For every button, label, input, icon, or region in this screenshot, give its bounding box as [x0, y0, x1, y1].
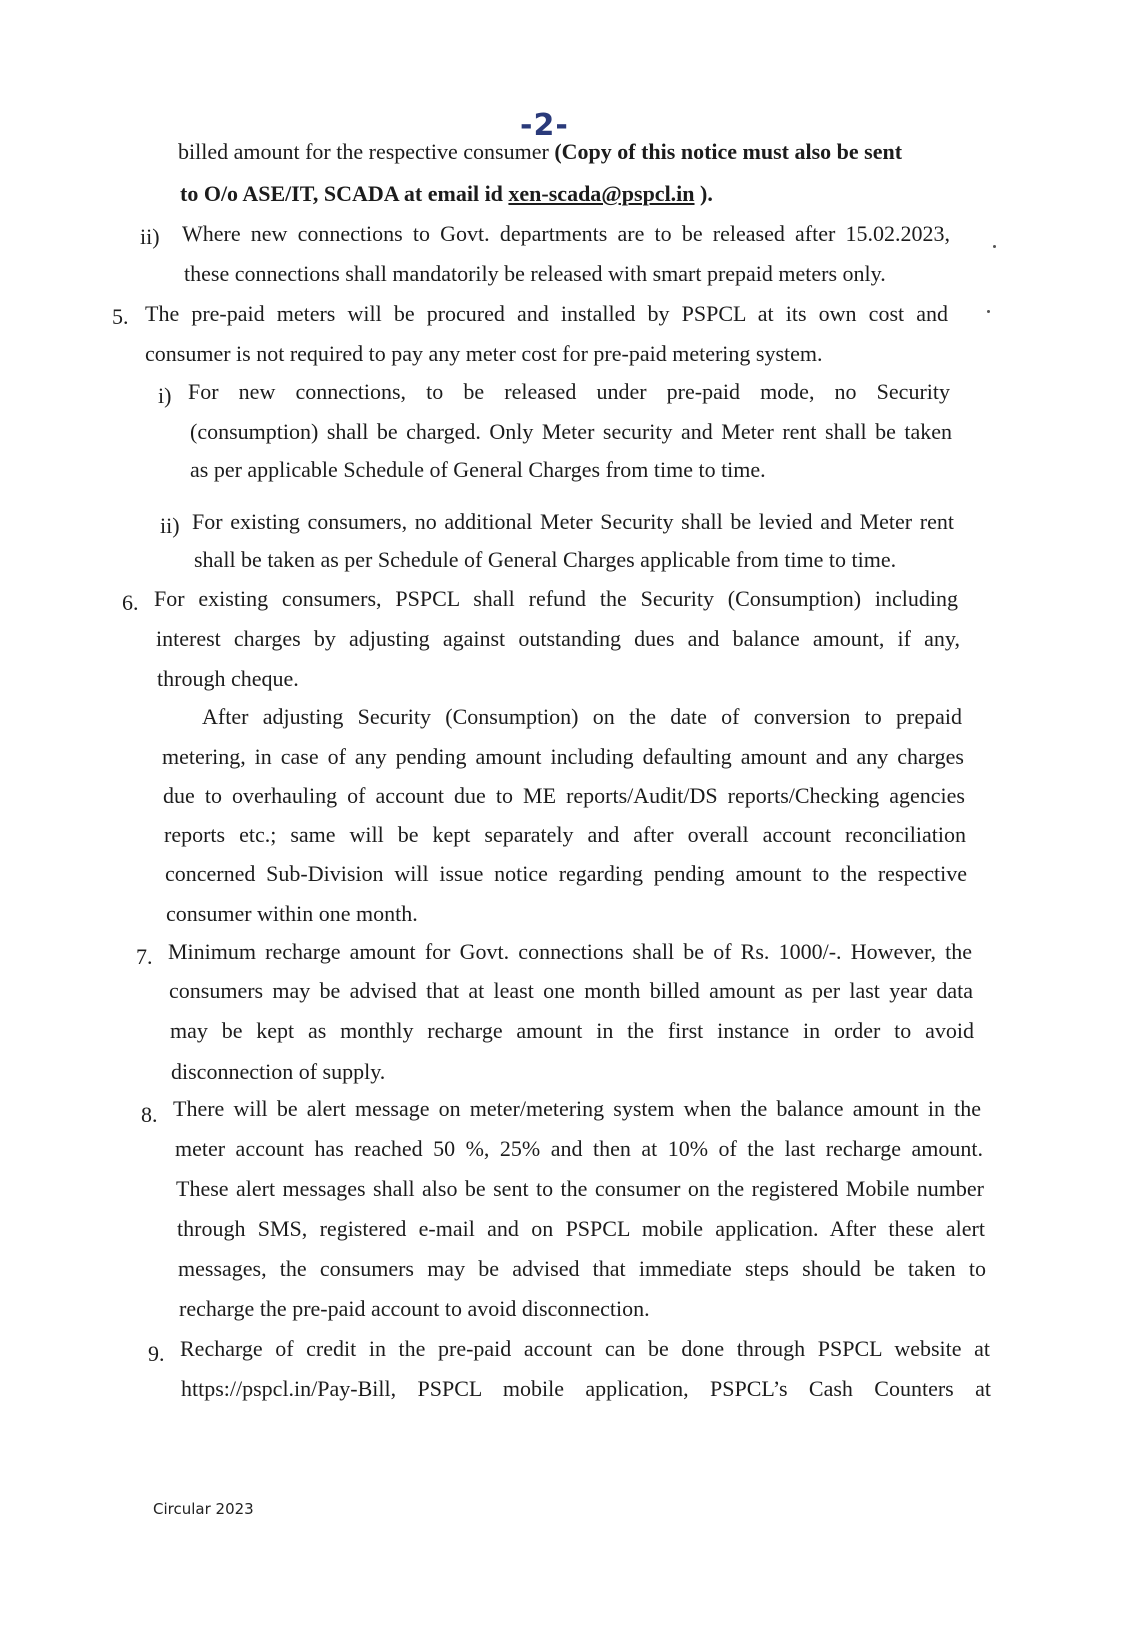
item-6-line: For existing consumers, PSPCL shall refund the Security (Consumption) including [154, 586, 958, 611]
continuation-line-2 [180, 180, 713, 208]
item-5-line: The pre-paid meters will be procured and installed by PSPCL at its own cost and [145, 301, 948, 326]
item-5i-line: For new connections, to be released under pre-paid mode, no Security [188, 379, 950, 404]
item-5ii-line: For existing consumers, no additional Meter Security shall be levied and Meter rent [192, 509, 954, 534]
item-6-line: interest charges by adjusting against outstanding dues and balance amount, if any, [156, 626, 960, 651]
scan-speck [993, 245, 996, 248]
item-8-line: These alert messages shall also be sent to the consumer on the registered Mobile number [176, 1176, 984, 1201]
footer-label: Circular 2023 [153, 1500, 254, 1518]
item-8-line: messages, the consumers may be advised that immediate steps should be taken to [178, 1256, 986, 1281]
item-4ii-marker: ii) [140, 224, 160, 249]
item-6-para-line: metering, in case of any pending amount including defaulting amount and any charges [162, 744, 964, 769]
item-5ii-line: shall be taken as per Schedule of General Charges applicable from time to time. [194, 547, 897, 572]
continuation-line-1 [178, 138, 902, 166]
continuation-text: billed amount for the respective consumer [178, 139, 555, 164]
item-8-marker: 8. [141, 1102, 158, 1127]
scan-speck [987, 310, 990, 313]
item-6-marker: 6. [122, 590, 139, 615]
item-7-line: Minimum recharge amount for Govt. connections shall be of Rs. 1000/-. However, the [168, 939, 972, 964]
item-6-para-line: consumer within one month. [166, 901, 418, 926]
item-6-para-line: concerned Sub-Division will issue notice regarding pending amount to the respective [165, 861, 967, 886]
item-5-line: consumer is not required to pay any meter cost for pre-paid metering system. [145, 341, 823, 366]
item-5i-marker: i) [158, 383, 172, 408]
copy-notice-bold: (Copy of this notice must also be sent [554, 139, 903, 164]
item-6-line: through cheque. [157, 666, 299, 691]
item-4ii-line: these connections shall mandatorily be released with smart prepaid meters only. [184, 261, 886, 286]
email-link[interactable]: xen-scada@pspcl.in [508, 181, 695, 206]
item-6-para-line: due to overhauling of account due to ME reports/Audit/DS reports/Checking agencies [163, 783, 965, 808]
item-8-line: meter account has reached 50 %, 25% and then at 10% of the last recharge amount. [175, 1136, 983, 1161]
item-7-line: consumers may be advised that at least one month billed amount as per last year data [169, 978, 973, 1003]
item-7-line: disconnection of supply. [171, 1059, 386, 1084]
item-8-line: recharge the pre-paid account to avoid disconnection. [179, 1296, 650, 1321]
item-6-para-line: reports etc.; same will be kept separately and after overall account reconciliation [164, 822, 966, 847]
item-9-line: Recharge of credit in the pre-paid account can be done through PSPCL website at [180, 1336, 990, 1361]
item-4ii-line: Where new connections to Govt. departments are to be released after 15.02.2023, [182, 221, 950, 246]
item-7-marker: 7. [136, 944, 153, 969]
item-9-line: https://pspcl.in/Pay-Bill, PSPCL mobile application, PSPCL’s Cash Counters at [181, 1376, 991, 1401]
item-5i-line: as per applicable Schedule of General Charges from time to time. [190, 457, 766, 482]
item-5ii-marker: ii) [160, 513, 180, 538]
item-8-line: through SMS, registered e-mail and on PSPCL mobile application. After these alert [177, 1216, 985, 1241]
page-number: -2- [520, 108, 569, 143]
item-9-marker: 9. [148, 1341, 165, 1366]
item-5i-line: (consumption) shall be charged. Only Meter security and Meter rent shall be taken [190, 419, 952, 444]
item-6-para-line: After adjusting Security (Consumption) on the date of conversion to prepaid [202, 704, 962, 729]
item-5-marker: 5. [112, 304, 129, 329]
email-suffix: ). [694, 181, 713, 206]
email-prefix: to O/o ASE/IT, SCADA at email id [180, 181, 509, 206]
item-8-line: There will be alert message on meter/metering system when the balance amount in the [173, 1096, 981, 1121]
item-7-line: may be kept as monthly recharge amount in the first instance in order to avoid [170, 1018, 974, 1043]
